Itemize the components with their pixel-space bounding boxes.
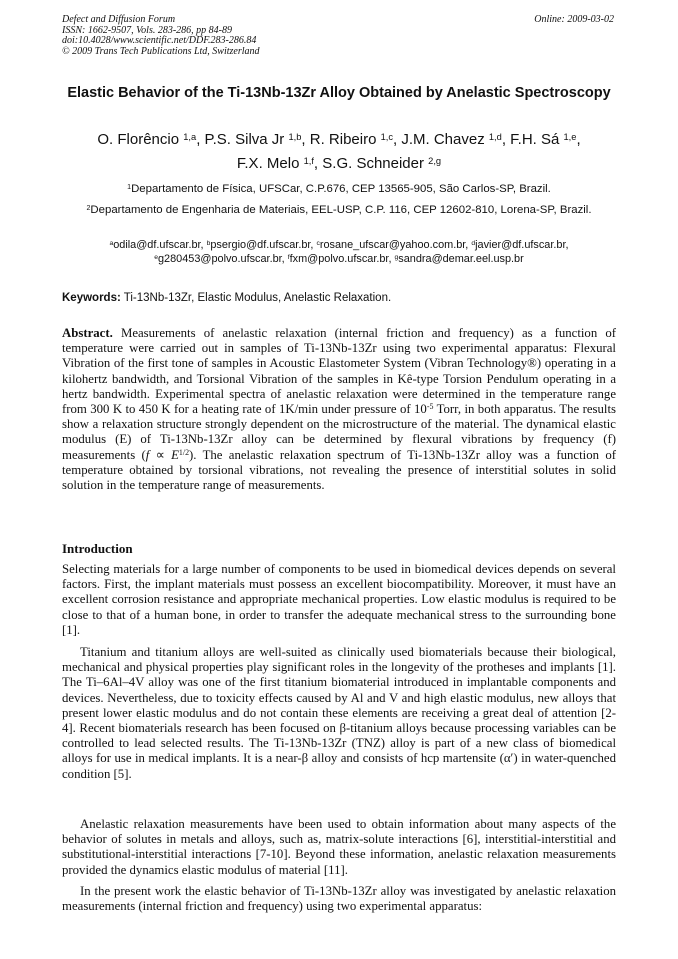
author: J.M. Chavez $^{1,d}$, xyxy=(401,131,511,148)
author: P.S. Silva Jr $^{1,b}$, xyxy=(204,131,310,148)
keywords xyxy=(62,292,616,304)
author: F.H. Sá $^{1,e}$, xyxy=(510,131,581,148)
email[interactable]: $^e$g280453@polvo.ufscar.br, xyxy=(154,253,288,265)
keywords-label: Keywords: xyxy=(62,292,121,304)
affiliation-1: $^1$Departamento de Física, UFSCar, C.P.676, CEP 13565-905, São Carlos-SP, Brazil. xyxy=(127,183,551,195)
author-list xyxy=(62,128,616,176)
keywords-text: Ti-13Nb-13Zr, Elastic Modulus, Anelastic Relaxation. xyxy=(120,292,392,304)
email[interactable]: $^d$javier@df.ufscar.br, xyxy=(471,239,569,251)
email[interactable]: $^g$sandra@demar.eel.usp.br xyxy=(394,253,524,265)
online-date: Online: 2009-03-02 xyxy=(534,14,614,25)
affiliation-2: $^2$Departamento de Engenharia de Materiais, EEL-USP, C.P. 116, CEP 12602-810, Lorena-SP, Brazil. xyxy=(86,204,592,216)
section-heading: Introduction xyxy=(62,541,133,556)
journal-doi: doi:10.4028/www.scientific.net/DDF.283-286.84 xyxy=(62,35,257,46)
journal-copyright: © 2009 Trans Tech Publications Ltd, Switzerland xyxy=(62,45,260,57)
journal-issn: ISSN: 1662-9507, Vols. 283-286, pp 84-89 xyxy=(62,24,232,36)
intro-paragraph-4: In the present work the elastic behavior of Ti-13Nb-13Zr alloy was investigated by anelastic relaxation measurements (internal friction and frequency) using two experimental apparatus: xyxy=(62,884,616,914)
intro-paragraph-1: Selecting materials for a large number of components to be used in biomedical devices depends on several factors. First, the implant materials must possess an excellent biocompatibility. Moreover, it must have an excellent corrosion resistance and appropriate mechanical properties. Low elastic modulus is required to be close to that of a human bone, in order to transfer the adequate mechanical stress to the surrounding bone [1]. xyxy=(62,562,616,637)
email-list xyxy=(62,238,616,266)
email[interactable]: $^c$rosane_ufscar@yahoo.com.br, xyxy=(316,239,472,251)
abstract: Abstract. Measurements of anelastic relaxation (internal friction and frequency) as a function of temperature were carried out in samples of Ti-13Nb-13Zr using two experimental apparatus: Flexural Vibration of the first tone of samples in Acoustic Elastometer System (Vibran Technology®) operating in a kilohertz bandwidth, and Torsional Vibration of the samples in Kê-type Torsion Pendulum operating in a hertz bandwidth. Experimental spectra of anelastic relaxation were determined in the temperature range from 300 K to 450 K for a heating rate of 1K/min under pressure of $10^{-5}$ Torr, in both apparatus. The results show a relaxation structure strongly dependent on the microstructure of the material. The dynamical elastic modulus (E) of Ti-13Nb-13Zr alloy can be determined by flexural vibrations by frequency (f) measurements $(f \propto E^{1/2})$. The anelastic relaxation spectrum of Ti-13Nb-13Zr alloy was a function of temperature obtained by torsional vibrations, not revealing the presence of interstitial solutes in solid solution in the temperature range of measurements. xyxy=(62,326,616,493)
intro-paragraph-2: Titanium and titanium alloys are well-suited as clinically used biomaterials because their biological, mechanical and physical properties play significant roles in the longevity of the protheses and implants [1]. The Ti–6Al–4V alloy was one of the first titanium biomaterial introduced in implantable components and devices. Nevertheless, due to toxicity effects caused by Al and V and high elastic modulus, new alloys that present lower elastic modulus and do not contain these elements are receiving a great deal of attention [2-4]. Recent biomaterials research has been focused on β-titanium alloys because processing variables can be controlled to lead selected results. The Ti-13Nb-13Zr (TNZ) alloy is part of a new class of biomedical alloys for use in medical implants. It is a near-β alloy and consists of hcp martensite (α′) in water-quenched condition [5]. xyxy=(62,645,616,781)
intro-paragraph-3: Anelastic relaxation measurements have been used to obtain information about many aspects of the behavior of solutes in metals and alloys, such as, matrix-solute interactions [6], interstitial-interstitial and substitutional-interstitial interactions [7-10]. Beyond these information, anelastic relaxation measurements provided the dynamics elastic modulus of material [11]. xyxy=(62,817,616,877)
author: F.X. Melo $^{1,f}$, xyxy=(236,155,323,172)
author: O. Florêncio $^{1,a}$, xyxy=(97,131,205,148)
email[interactable]: $^b$psergio@df.ufscar.br, xyxy=(206,239,317,251)
email[interactable]: $^f$fxm@polvo.ufscar.br, xyxy=(287,253,395,265)
author: S.G. Schneider $^{2,g}$ xyxy=(322,155,442,172)
abstract-label: Abstract. xyxy=(62,326,113,340)
paper-title: Elastic Behavior of the Ti-13Nb-13Zr Alloy Obtained by Anelastic Spectroscopy xyxy=(67,85,611,101)
journal-header xyxy=(62,15,260,57)
journal-name: Defect and Diffusion Forum xyxy=(62,14,176,25)
author: R. Ribeiro $^{1,c}$, xyxy=(309,131,402,148)
email[interactable]: $^a$odila@df.ufscar.br, xyxy=(109,239,207,251)
